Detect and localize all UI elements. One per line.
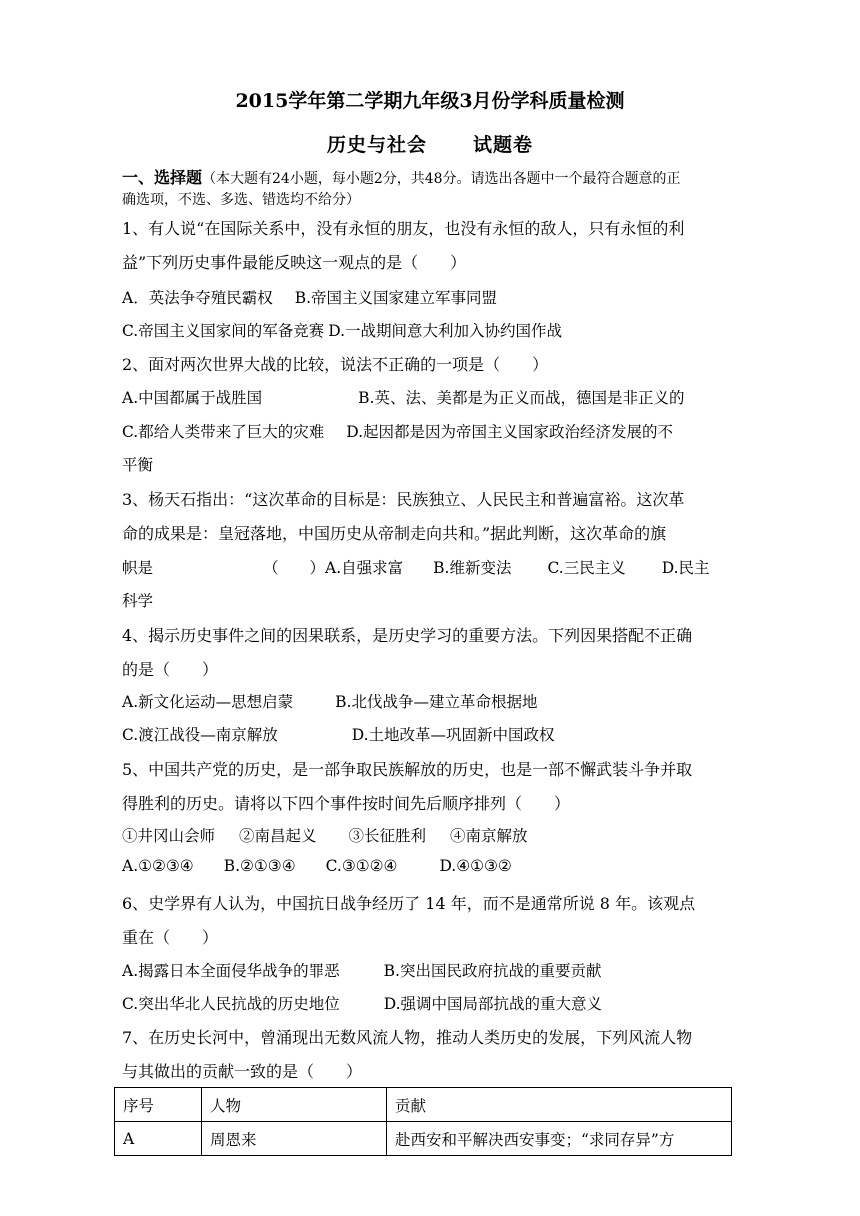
table-cell: 周恩来 [202,1122,387,1156]
table-cell: A [115,1122,202,1156]
q1-stem-line2: 益”下列历史事件最能反映这一观点的是（ ） [122,253,467,272]
exam-title: 2015学年第二学期九年级3月份学科质量检测 [235,90,625,112]
q3-option-d: D.民主 [661,559,710,577]
q3-option-c: C.三民主义 [547,559,626,577]
q2-options-ab [122,386,742,408]
q3-option-b: B.维新变法 [433,559,512,577]
table-cell: 赴西安和平解决西安事变；“求同存异”方 [387,1122,732,1156]
q5-events [122,824,742,846]
q4-stem-line1: 4、揭示历史事件之间的因果联系，是历史学习的重要方法。下列因果搭配不正确 [122,626,693,645]
exam-subtitle [0,130,860,157]
table-row [115,1122,732,1156]
q3-option-d-cont: 科学 [122,592,154,610]
q4-option-a: A.新文化运动—思想启蒙 [122,693,294,711]
table-header-row [115,1088,732,1122]
q2-option-d-cont: 平衡 [122,456,154,474]
paper-type: 试题卷 [473,134,534,156]
q6-options-ab [122,959,742,981]
q1-options-ab [122,286,742,308]
q4-option-b: B.北伐战争—建立革命根据地 [335,693,538,711]
q6-options-cd [122,992,742,1014]
q4-option-c: C.渡江战役—南京解放 [122,726,278,744]
q4-option-d: D.土地改革—巩固新中国政权 [351,726,555,744]
q1-option-c: C.帝国主义国家间的军备竞赛 [122,322,325,340]
q3-stem-line2: 命的成果是：皇冠落地，中国历史从帝制走向共和。”据此判断，这次革命的旗 [122,524,667,543]
subject-name: 历史与社会 [326,134,427,156]
q5-option-c: C.③①②④ [325,857,398,875]
q6-option-b: B.突出国民政府抗战的重要贡献 [383,962,602,980]
q3-options [122,556,742,578]
q1-stem-line1: 1、有人说“在国际关系中，没有永恒的朋友，也没有永恒的敌人，只有永恒的利 [122,219,685,238]
q2-option-a: A.中国都属于战胜国 [122,389,263,407]
section-heading: 一、选择题 [122,168,203,187]
q5-stem-line2: 得胜利的历史。请将以下四个事件按时间先后顺序排列（ ） [122,794,571,813]
section-heading-line [122,165,742,188]
q1-option-b: B.帝国主义国家建立军事同盟 [294,289,498,307]
q2-option-c: C.都给人类带来了巨大的灾难 [122,423,325,441]
section-note: （本大题有24小题，每小题2分，共48分。请选出各题中一个最符合题意的正 [202,171,681,187]
table-header-cell: 贡献 [387,1088,732,1122]
q7-table [114,1087,732,1156]
q4-options-cd [122,723,742,745]
q7-stem-line2: 与其做出的贡献一致的是（ ） [122,1062,363,1081]
table-header-cell: 序号 [115,1088,202,1122]
q3-stem-line1: 3、杨天石指出：“这次革命的目标是：民族独立、人民民主和普遍富裕。这次革 [122,490,685,509]
q3-option-a: A.自强求富 [325,559,404,577]
q3-stem-line3: 帜是 [122,559,154,577]
q3-answer-bracket: （ ） [263,559,326,577]
q5-event-3: ③长征胜利 [348,827,427,845]
q5-event-4: ④南京解放 [450,827,528,845]
q6-option-a: A.揭露日本全面侵华战争的罪恶 [122,962,340,980]
q5-option-b: B.②①③④ [223,857,296,875]
q5-event-2: ②南昌起义 [239,827,317,845]
q2-stem: 2、面对两次世界大战的比较，说法不正确的一项是（ ） [122,355,549,374]
q1-option-a: A．英法争夺殖民霸权 [122,289,273,307]
q2-option-d: D.起因都是因为帝国主义国家政治经济发展的不 [346,423,674,441]
q7-stem-line1: 7、在历史长河中，曾涌现出无数风流人物，推动人类历史的发展，下列风流人物 [122,1028,693,1047]
q5-option-d: D.④①③② [439,857,512,875]
q6-stem-line2: 重在（ ） [122,928,219,947]
q5-event-1: ①井冈山会师 [122,827,216,845]
q5-options [122,857,742,875]
q2-option-b: B.英、法、美都是为正义而战，德国是非正义的 [358,389,685,407]
q1-option-d: D.一战期间意大利加入协约国作战 [328,322,563,340]
section-note-cont: 确选项，不选、多选、错选均不给分） [122,192,360,208]
q5-option-a: A.①②③④ [122,857,194,875]
q6-option-d: D.强调中国局部抗战的重大意义 [383,995,603,1013]
q5-stem-line1: 5、中国共产党的历史，是一部争取民族解放的历史，也是一部不懈武装斗争并取 [122,760,693,779]
q4-options-ab [122,690,742,712]
q6-option-c: C.突出华北人民抗战的历史地位 [122,995,340,1013]
q1-options-cd [122,319,742,341]
q2-options-cd [122,420,742,442]
q4-stem-line2: 的是（ ） [122,660,219,679]
table-header-cell: 人物 [202,1088,387,1122]
q6-stem-line1: 6、史学界有人认为，中国抗日战争经历了 14 年，而不是通常所说 8 年。该观点 [122,894,696,913]
